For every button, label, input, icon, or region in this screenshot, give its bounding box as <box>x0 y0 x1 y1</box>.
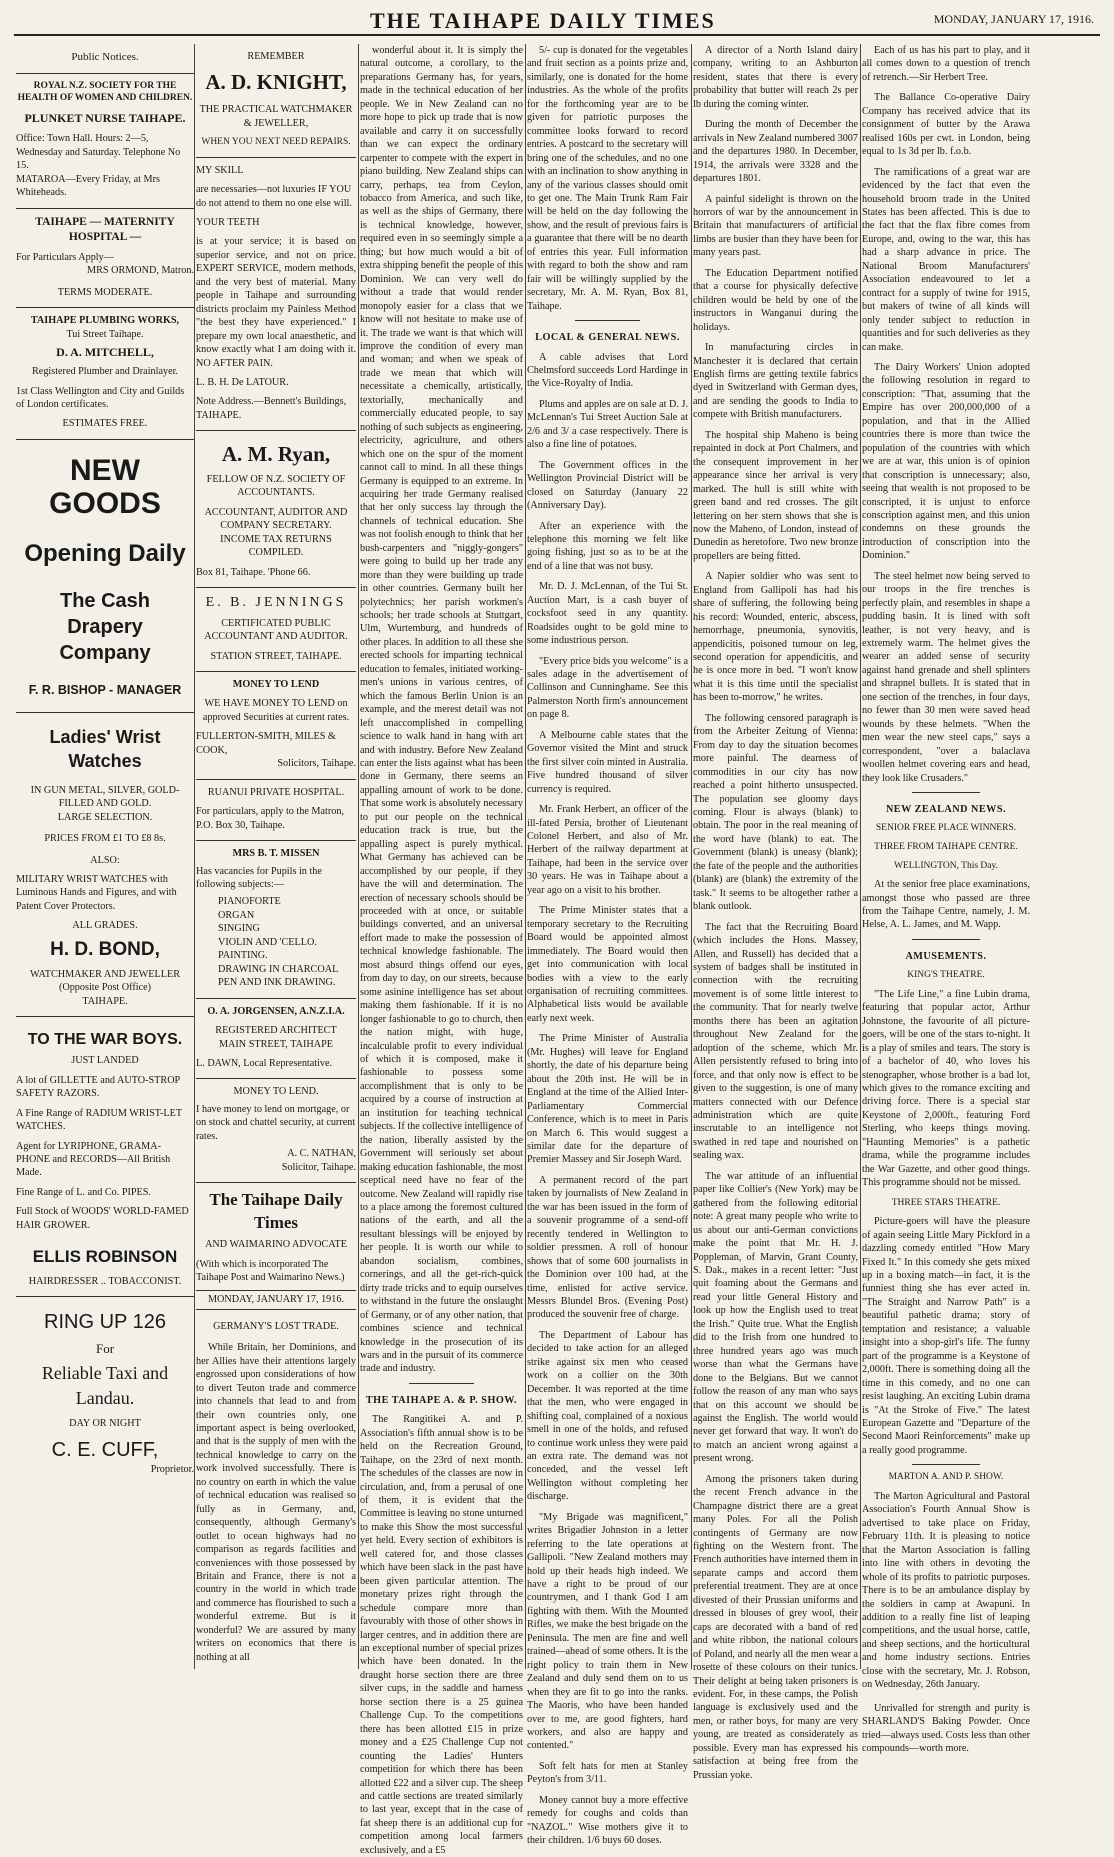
section-rule <box>912 1464 979 1465</box>
new-heading: NEW <box>70 453 140 487</box>
ruanui-ad <box>196 780 356 841</box>
my-skill-text: are necessaries—not luxuries IF YOU do not attend to them no one else will. <box>196 184 352 209</box>
knight-trade: THE PRACTICAL WATCHMAKER & JEWELLER, <box>199 104 353 129</box>
fullerton-role: Solicitors, Taihape. <box>277 758 356 770</box>
subject-item: VIOLIN AND 'CELLO. <box>218 936 317 948</box>
ring-up-heading: RING UP 126 <box>44 1311 166 1334</box>
wellington-dateline: WELLINGTON, This Day. <box>893 860 999 871</box>
nz-news-heading: NEW ZEALAND NEWS. <box>885 804 1007 816</box>
masthead-rule <box>14 34 1100 36</box>
estimates-free: ESTIMATES FREE. <box>62 418 148 430</box>
column-divider <box>194 44 195 1669</box>
missen-text: Has vacancies for Pupils in the following subjects:— <box>196 865 322 891</box>
three-stars-paragraph: Picture-goers will have the pleasure of again seeing Little Mary Pickford in a dazzling comedy entitled "How Mary Fixed It." In this comedy she gets mixed up in a boxing match—in fact, it is the funniest thing she has ever acted in. "The Straight and Narrow Path" is a beautiful pathetic drama; story of temptation and resistance; a valuable insight into a shop-girl's life. The funny part of the programme is a Keystone of 2,000ft. There is something doing all the time in this comedy, and no one can resist laughing. An exciting Lubin drama is "At the Stroke of Five." The latest European Gazette and "Departure of the Second Maori Reinforcements" make up a really good programme. <box>862 1216 1030 1456</box>
plunket-mataroa-text: MATAROA—Every Friday, at Mrs Whiteheads. <box>16 173 160 199</box>
knight-name: A. D. KNIGHT, <box>205 70 347 95</box>
subject-item: PIANOFORTE <box>218 896 281 908</box>
missen-ad <box>196 841 356 999</box>
paper-date: MONDAY, JANUARY 17, 1916. <box>196 1290 356 1309</box>
column-3 <box>360 44 523 1856</box>
public-notices-ad <box>16 44 194 74</box>
jennings-ad <box>196 588 356 672</box>
my-skill-heading: MY SKILL <box>196 164 244 176</box>
nz-news-paragraph: At the senior free place examinations, amongst those who passed are three from the Taihape Centre, namely, J. M. Helse, A. L. James, and M. Wapp. <box>862 879 1030 931</box>
subject-item: DRAWING IN CHARCOAL <box>218 963 339 975</box>
section-rule <box>912 792 979 793</box>
woods-text: Full Stock of WOODS' WORLD-FAMED HAIR GROWER. <box>16 1206 189 1231</box>
news-item: The Dairy Workers' Union adopted the following resolution in regard to conscription: "That, assuming that the Empire has over 200,000,000 of a population, and that in the Allied countries there is more than twice the population of the countries with which we are at war, this union is of opinion that conscription is unnecessary; also, seeing that wealth is not proposed to be conscripted, it is unjust to enforce conscription against men, and this union condemns on these grounds the introduction of conscription into the Dominion." <box>862 361 1030 562</box>
jorgensen-role: REGISTERED ARCHITECT <box>215 1025 337 1037</box>
section-rule <box>575 320 639 321</box>
nathan-ad <box>196 1079 356 1183</box>
day-night-text: DAY OR NIGHT <box>69 1418 141 1430</box>
news-item: A director of a North Island dairy company, writing to an Ashburton resident, states that there is every probability that butter will reach 2s per lb during the coming winter. <box>693 45 858 110</box>
fullerton-ad <box>196 672 356 780</box>
robinson-ad <box>16 1017 194 1297</box>
bond-watches-ad <box>16 713 194 1017</box>
news-item: The Government offices in the Wellington Provincial District will be closed on Saturday (January 22 (Anniversary Day). <box>527 459 688 512</box>
nathan-role: Solicitor, Taihape. <box>281 1161 356 1173</box>
news-item: A Napier soldier who was sent to England from Gallipoli has had his share of suffering, the following being his record: Wounded, enteric, abscess, hemorrhage, pneumonia, synovitis, appendicitis, poisoned tumour on leg, second operation for appendicitis, and he is once more in bed. "I won't know what it is this time until the specialist has been to-morrow," he writes. <box>693 571 858 704</box>
ryan-box: Box 81, Taihape. 'Phone 66. <box>196 566 311 578</box>
column-1 <box>16 44 194 1669</box>
news-item: After an experience with the telephone this morning we felt like going fishing, just so as to be at the end of a line that was not busy. <box>527 520 688 572</box>
maternity-apply: For Particulars Apply— <box>16 252 114 264</box>
ryan-income-tax: INCOME TAX RETURNS COMPILED. <box>220 533 332 559</box>
jorgensen-representative: L. DAWN, Local Representative. <box>196 1058 333 1069</box>
maternity-ad <box>16 209 194 309</box>
plumbing-title: TAIHAPE PLUMBING WORKS, <box>30 315 180 327</box>
plumber-name: D. A. MITCHELL, <box>56 345 154 360</box>
nathan-text: I have money to lend on mortgage, or on stock and chattel security, at current rates. <box>196 1103 356 1142</box>
news-item: During the month of December the arrivals in New Zealand numbered 3007 and the departures 1980. In December, 1914, the arrivals were 3328 and the departures 1801. <box>693 119 858 185</box>
subject-item: ORGAN <box>218 909 255 921</box>
lyriphone-text: Agent for LYRIPHONE, GRAMA-PHONE and RECORDS—All British Made. <box>16 1140 171 1179</box>
news-item: Soft felt hats for men at Stanley Peyton's from 3/11. <box>527 1760 688 1786</box>
money-to-lend-2-heading: MONEY TO LEND. <box>233 1086 319 1098</box>
editorial-paragraph: wonderful about it. It is simply the natural outcome, a corollary, to the preparations Germany has, for years, made in the technical education of her people. We in New Zealand can no more hope to pick up trade that is now available and carry it on successfully than we can expect the ordinary carpenter to compete with the expert in piano building. New Zealand ships can carry, perhaps, tea from Ceylon, tobacco from America, and such like, as well as the ships of Germany, there is technical knowledge, however, required even in so seemingly simple a thing; but how much would a bit of extra shipping benefit the people of this Dominion. We can very well do without a trade that would render monopoly easier for a class that we know will not hesitate to make use of it. The trade we want is that which will improve the condition of every man and woman; and when we speak of trade we mean that which will necessitate a chemically, artistically, textorially, mechanically and commercially educated people, to say nothing of such subjects as engineering, electricity, agriculture, and others which one on the spur of the moment cannot call to mind. In all these things Germany is equipped to an extreme. In acquiring her trade Germany realised that her only success lay through the channels of technical education. She was not foolish enough to think that her bush-carpenters and "niggly-gongers" were going to build up her trade any more than they were building up trade in other countries. Germany built her polytechnics; her parish workmen's schools; her trade schools at Stuttgart, Ulm, Wurtemburg, and hundreds of other places. In addition to all these she erected schools for imparting technical education to females, initiated working-men's unions in various centres, of which the famous Berlin Union is an example, and the merest detail was not left unaccomplished in compelling science to walk hand in hang with art and with industry. Before New Zealand can enter the lists against what has been done in Germany, there seems an appalling amount of work to be done. That some work is absolutely necessary to put our people on the technical education track is true, but the appalling aspect is purely mythical. What Germany has achieved can be accomplished by our people, if they have the will and determination. The erection of necessary schools should be proceeded with at once, or suitable buildings converted, and an universal effort made to make the possession of technical knowledge fashionable. The most absurd things offend our eyes, from day to day, on our streets, because some asinine intelligence has set about making them fashionable. If it is no longer fashionable to go to church, then the nation might, with huge, incalculable profit to every individual of which it is composed, make it fashionable to possess some accomplishment that is only to be acquired by a course of instruction at an institution for teaching technical subjects. If the collective intelligence of the nation, liberally assisted by the Government will seriously set about making education fashionable, the most sceptical need have no fear of the outcome. New Zealand will rapidly rise to a place among the foremost cultured nations of the earth, and all the resultant blessings will be enjoyed by her people. It is worth our while to abandon socialism, combines, cornerings, and all the get-rich-quick dirty trade tricks and to equip ourselves to withstand in the future the onslaught of Germany, or of any other nation, that combines science and technical knowledge in the prosecution of its wars and in the pursuit of its commerce trade and industry. <box>360 45 523 1375</box>
also-text: ALSO: <box>90 854 120 866</box>
ladies-wrist-heading: Ladies' Wrist Watches <box>49 727 161 772</box>
news-item: Mr. D. J. McLennan, of the Tui St. Auction Mart, is a cash buyer of cocksfoot seed in any quantity. Roadsides ought to be gold mine to some industrious person. <box>527 581 688 647</box>
plunket-office-text: Office: Town Hall. Hours: 2—5, Wednesday and Saturday. Telephone No 15. <box>16 133 181 172</box>
pipes-text: Fine Range of L. and Co. PIPES. <box>16 1186 151 1198</box>
robinson-name: ELLIS ROBINSON <box>32 1247 178 1267</box>
news-item: Plums and apples are on sale at D. J. McLennan's Tui Street Auction Sale at 2/6 and 3/ a case respectively. There is also a fine line of potatoes. <box>527 398 688 451</box>
news-item: A cable advises that Lord Chelmsford succeeds Lord Hardinge in the Vice-Royalty of India. <box>527 351 688 390</box>
money-to-lend-heading: MONEY TO LEND <box>232 679 320 691</box>
column-4 <box>527 44 688 1847</box>
your-teeth-heading: YOUR TEETH <box>196 216 260 228</box>
news-item: "My Brigade was magnificent," writes Brigadier Johnston in a letter referring to the late operations at Gallipoli. "New Zealand mothers may hold up their heads high indeed. We have a right to be proud of our countrymen, and I thank God I am fighting with them. With the Mounted Rifles, we make the best brigade on the Peninsula. The men are fine and well trained—ahead of some others. It is the right policy to train them in New Zealand and duly send them on to us when they are fit to go into the ranks. The Maoris, who have been handed over to me, are good fighters, hard workers, and also are happy and contented." <box>527 1511 688 1752</box>
masthead-date: MONDAY, JANUARY 17, 1916. <box>933 12 1094 26</box>
column-5 <box>693 44 858 1781</box>
sharland-ad: Unrivalled for strength and purity is SHARLAND'S Baking Powder. Once tried—always used. Costs less than other compounds—worth more. <box>862 1702 1030 1755</box>
nathan-name: A. C. NATHAN, <box>287 1148 356 1160</box>
section-rule <box>912 939 979 940</box>
kings-theatre-subheading: KING'S THEATRE. <box>907 970 985 981</box>
news-item: The Education Department notified that a course for physically defective children would be held by one of the instructors in Wanganui during the holidays. <box>693 267 858 333</box>
news-item: The war attitude of an influential paper like Collier's (New York) may be gathered from the following editorial note: A great many people who write to us about our anti-German convictions make the point that Mr. H. J. Poppleman, of Marvin, Grant County, S. Dak., makes in a recent letter: "Just quit foaming about the Germans and read your little General History and look up how the English used to treat the Irish." Quite true. What the English did to the Irish from one hundred to three hundred years ago was much worse than what the Germans have done to the Belgians. But we cannot follow the reason of any man who says that on this account we should be against the English. The world would never get forward that way. It won't do to match an ancient wrong against a present wrong. <box>693 1170 858 1465</box>
all-grades-text: ALL GRADES. <box>72 920 138 932</box>
paper-subtitle: AND WAIMARINO ADVOCATE <box>205 1239 347 1251</box>
jennings-name: E. B. JENNINGS <box>205 595 347 611</box>
news-item: The Department of Labour has decided to take action for an alleged strike against six men who ceased work on a collier on the 30th December. It was reported at the time that the men, who were engaged in shifting coal, complained of a noxious smell in one of the holds, and refused to continue work unless they were paid an extra rate. The demand was not conceded, and the vessel left Wellington without completing her discharge. <box>527 1329 688 1503</box>
kings-theatre-paragraph: "The Life Line," a fine Lubin drama, featuring that popular actor, Arthur Johnstone, the favourite of all picture-goers, will be one of the stars to-night. It is a play of smiles and tears. The story is of a bachelor of 40, who loves his stenographer, whose brother is a bad lot, which gives to the romance exciting and driving force. There is a special star Keystone of 2,000ft., featuring Ford Sterling, who keeps things moving. "Haunting Memories" is a pathetic drama, while the programme includes the War Gazette, and other good things. This programme should not be missed. <box>862 988 1030 1189</box>
column-2 <box>196 44 356 1669</box>
marton-subheading: MARTON A. AND P. SHOW. <box>888 1472 1004 1483</box>
jorgensen-address: MAIN STREET, TAIHAPE <box>219 1038 333 1050</box>
paper-masthead <box>196 1183 356 1341</box>
column-divider <box>691 44 692 1669</box>
marton-paragraph: The Marton Agricultural and Pastoral Association's Fourth Annual Show is advertised to take place on Friday, February 11th. It is pleasing to notice that the Marton Association is falling into line with others in devoting the whole of its profits to patriotic purposes. There is to be an ambulance display by the soldiers in camp at Awapuni. In addition to a really fine list of leaping competitions, and the usual horse, cattle, and sheep sections, and the horticultural and home industry sections. Entries close with the secretary, Mr. J. Robson, on Wednesday, 26th January. <box>862 1490 1030 1691</box>
ryan-role: ACCOUNTANT, AUDITOR AND COMPANY SECRETARY. <box>204 506 348 532</box>
plumber-role: Registered Plumber and Drainlayer. <box>32 366 178 378</box>
column-divider <box>358 44 359 1669</box>
amusements-heading: AMUSEMENTS. <box>905 950 987 962</box>
your-teeth-text: is at your service; it is based on superior service, and not on price. EXPERT SERVICE, modern methods, and the very best of material. Many people in Taihape and surrounding districts proclaim my Painless Method "the best they have experienced." I prepare my own local anaesthetic, and know exactly what I am doing with it. NO AFTER PAIN. <box>196 236 356 369</box>
bond-town: TAIHAPE. <box>82 995 128 1007</box>
show-paragraph: The Rangitikei A. and P. Association's fifth annual show is to be held on the Recreation Ground, Taihape, on the 23rd of next month. The schedules of the classes are now in circulation, and, from a perusal of one of them, it is evident that the Committee is leaving no stone unturned to make this Show the most successful yet held. Every section of exhibitors is well catered for, and those classes which have been slack in the past have been given particular attention. The monetary prizes right through the schedule compare more than favourably with those of other shows in larger centres, and in addition there are an exceptional number of special prizes which have been donated. In the draught horse section there are three silver cups, in the saddle and harness horse section there is a 25 guinea Challenge Cup. To the competitions there has been allotted £15 in prize money and a £25 Challenge Cup not counting the Ladies' Hunters competition for which there has been allotted £22 and a silver cup. The sheep and cattle sections are treated similarly to last year, except that in the case of fat sheep there is an additional cup for competition among local farmers exclusively, and a £5 <box>360 1414 523 1856</box>
ruanui-text: For particulars, apply to the Matron, P.O. Box 30, Taihape. <box>196 806 344 831</box>
proprietor-text: Proprietor. <box>150 1463 194 1475</box>
three-from-subheading: THREE FROM TAIHAPE CENTRE. <box>874 842 1018 852</box>
news-item: The following censored paragraph is from the Arbeiter Zeitung of Vienna: From day to day the situation becomes more painful. The dearness of commodities in our city has now reached a point hitherto unsuspected. The population see gloomy days coming. Flour is always (blank) to obtain. The poor in the real meaning of the word have (blank) to eat. The Government (blank) is uneasy (blank); the fate of the people and the authorities (blank) are (blank) the extremity of the task." It seems to be altogether rather a blank outlook. <box>693 712 858 913</box>
plumbing-street: Tui Street Taihape. <box>66 328 144 340</box>
delatour-address: Note Address.—Bennett's Buildings, TAIHAPE. <box>196 396 347 421</box>
news-item: The Prime Minister states that a temporary secretary to the Recruiting Board would be appointed almost immediately. The Board would then get into communication with local bodies with a view to the early organisation of recruiting committees. Alphabetical lists would be available early next week. <box>527 905 688 1024</box>
knight-ad <box>196 44 356 158</box>
missen-subjects <box>196 895 356 989</box>
local-news-heading: LOCAL & GENERAL NEWS. <box>535 332 680 344</box>
news-item: Money cannot buy a more effective remedy for coughs and colds than "NAZOL." Wise mothers give it to their children. 1/6 buys 60 doses. <box>527 1794 688 1847</box>
gun-metal-text: IN GUN METAL, SILVER, GOLD-FILLED AND GOLD. <box>30 784 180 810</box>
subject-item: SINGING <box>218 923 260 935</box>
masthead <box>0 0 1114 38</box>
jorgensen-ad <box>196 999 356 1080</box>
watchmaker-text: WATCHMAKER AND JEWELLER (Opposite Post Office) <box>30 968 180 994</box>
cuff-taxi-ad <box>16 1297 194 1484</box>
lost-trade-paragraph: While Britain, her Dominions, and her Allies have their attentions largely engrossed upon considerations of how to divert Teuton trade and commerce into channels that lead to and from their own countries only, one important aspect is being overlooked, and that is the supply of men with the technical knowledge to carry on the work involved successfully. There is no country on earth in which the value of technical education was realised so fully as in Germany, and, consequently, although Germany's outlet to ocean highways had no comparison as regards facilities and conveniences with those possessed by Britain and France, there is not a country in the world in which trade and commerce has flourished to such a wonderful extreme. But is it wonderful? We are assured by many writers on economics that there is nothing at all <box>196 1342 356 1663</box>
news-item: The fact that the Recruiting Board (which includes the Hons. Massey, Allen, and Russell) has decided that a system of badges shall be instituted in connection with the recruiting movement is of some little interest to the community. That for nearly twelve months there has been an agitation throughout New Zealand for the adoption of the scheme, which Mr. Allen persistently refused to bring into force, and that only now is effect to be given to the suggestion, is one of many matters connected with our Defence administration which are quite inscrutable to an intelligence not swathed in red tape and nourished on sealing wax. <box>693 921 858 1162</box>
jennings-address: STATION STREET, TAIHAPE. <box>210 650 342 662</box>
paper-incorporated: (With which is incorporated The Taihape Post and Waimarino News.) <box>196 1258 345 1283</box>
manager-name: F. R. BISHOP - MANAGER <box>28 682 182 697</box>
show-heading: THE TAIHAPE A. & P. SHOW. <box>365 1394 518 1406</box>
subject-item: PEN AND INK DRAWING. <box>218 977 336 989</box>
goods-heading: GOODS <box>49 486 161 520</box>
remember-text: REMEMBER <box>247 51 305 62</box>
delatour-ad <box>196 158 356 432</box>
gillette-text: A lot of GILLETTE and AUTO-STROP SAFETY RAZORS. <box>16 1074 180 1100</box>
news-item: A permanent record of the part taken by journalists of New Zealand in the war has been issued in the form of a souvenir programme of a send-off recently tendered in Wellington to soldier pressmen. A roll of honour shows that of some 600 journalists in the Dominion over 100 had, at the time, enlisted for active service. Messrs Blundel Bros. (Evening Post) produced the souvenir free of charge. <box>527 1174 688 1321</box>
ruanui-heading: RUANUI PRIVATE HOSPITAL. <box>207 786 345 798</box>
ryan-ad <box>196 431 356 588</box>
fullerton-name: FULLERTON-SMITH, MILES & COOK, <box>196 731 336 756</box>
paper-title: The Taihape Daily Times <box>209 1190 343 1232</box>
reliable-taxi-text: Reliable Taxi and Landau. <box>41 1362 169 1408</box>
plumbing-ad <box>16 308 194 440</box>
jennings-role: CERTIFICATED PUBLIC ACCOUNTANT AND AUDITOR. <box>204 617 348 643</box>
radium-text: A Fine Range of RADIUM WRIST-LET WATCHES. <box>16 1107 182 1133</box>
news-item: "Every price bids you welcome" is a sales adage in the advertisement of Collinson and Cunninghame. See this Palmerston North firm's announcement on page 8. <box>527 655 688 721</box>
news-item: The hospital ship Maheno is being repainted in dock at Port Chalmers, and the consequent improvement in her appearance since her arrival is very marked. The hull is still white with green band and red crosses. The gilt lettering on her stern shows that she is now the Maheno, of London, instead of Dunedin as heretofore. Two new bronze propellers are being fitted. <box>693 429 858 562</box>
column-6 <box>862 44 1030 1755</box>
public-notices-heading: Public Notices. <box>71 51 139 63</box>
lost-trade-heading: GERMANY'S LOST TRADE. <box>213 1320 339 1332</box>
missen-name: MRS B. T. MISSEN <box>232 848 320 860</box>
maternity-matron: MRS ORMOND, Matron. <box>87 265 194 277</box>
news-item: A painful sidelight is thrown on the horrors of war by the announcement in Britain that manufacturers of artificial limbs are busier than they have been for many years past. <box>693 193 858 259</box>
for-text: For <box>95 1340 115 1356</box>
prices-text: PRICES FROM £1 TO £8 8s. <box>44 833 166 845</box>
news-item: The Prime Minister of Australia (Mr. Hughes) will leave for England shortly, the date of his departure being about the 20th inst. He will be in England at the time of the Allied Inter-Parliamentary Commercial Conference, which is to meet in Paris on March 6. This would suggest a similar date for the departure of Premier Massey and Sir Joseph Ward. <box>527 1033 688 1166</box>
news-item: Mr. Frank Herbert, an officer of the ill-fated Persia, brother of Lieutenant Colonel Herbert, and also of Mr. Herbert of the railway department at Taihape, had been in the service over 30 years. He was in Taihape about a year ago on a visit to his brother. <box>527 804 688 896</box>
news-item: The Ballance Co-operative Dairy Company has received advice that its consignment of butter by the Arawa realised 160s per cwt. in London, being equal to 1s 3d per lb. f.o.b. <box>862 92 1030 158</box>
war-boys-heading: TO THE WAR BOYS. <box>27 1031 183 1049</box>
subject-item: PAINTING. <box>218 950 268 962</box>
delatour-name: L. B. H. De LATOUR. <box>196 376 289 388</box>
news-item: Each of us has his part to play, and it all comes down to a question of trench of retrench.—Sir Herbert Tree. <box>862 45 1030 83</box>
cash-drapery-ad <box>16 440 194 713</box>
cash-drapery-name: The Cash Drapery Company <box>59 589 151 664</box>
column-divider <box>525 44 526 1669</box>
three-stars-subheading: THREE STARS THEATRE. <box>891 1197 1001 1208</box>
plunket-ad <box>16 74 194 209</box>
ryan-name: A. M. Ryan, <box>221 442 331 467</box>
money-to-lend-text: WE HAVE MONEY TO LEND on approved Securities at current rates. <box>202 698 350 723</box>
news-item: A Melbourne cable states that the Governor visited the Mint and struck the first silver coin minted in Australia. Five hundred thousand of silver currency is required. <box>527 729 688 795</box>
plumber-certificates: 1st Class Wellington and City and Guilds of London certificates. <box>16 385 185 411</box>
opening-daily-heading: Opening Daily <box>24 539 186 567</box>
just-landed-text: JUST LANDED <box>71 1055 139 1067</box>
section-rule <box>409 1383 474 1384</box>
senior-free-subheading: SENIOR FREE PLACE WINNERS. <box>875 823 1017 834</box>
ryan-fellow: FELLOW OF N.Z. SOCIETY OF ACCOUNTANTS. <box>206 474 346 499</box>
news-item: In manufacturing circles in Manchester it is declared that certain English firms are getting textile fabrics dyed in Switzerland with German dyes, and are sending the goods to India to compete with British manufacturers. <box>693 342 858 421</box>
column-divider <box>860 44 861 1669</box>
knight-repairs: WHEN YOU NEXT NEED REPAIRS. <box>201 137 351 148</box>
jorgensen-name: O. A. JORGENSEN, A.N.Z.I.A. <box>207 1005 345 1017</box>
news-item: The steel helmet now being served to our troops in the fire trenches is perfectly plain, and resembles in shape a pudding basin. It is lined with soft leather, is not very heavy, and is extremely warm. The helmet gives the wearer an added sense of security against hand grenade and shell splinters and shrapnel bullets. It is stated that in one section of the trenches, in four days, no fewer than 30 men were saved head wounds by these helmets. "When the men wear the new steel caps," says a correspondent, "over a balaclava woollen helmet covering ears and head, they look like Crusaders." <box>862 570 1030 784</box>
maternity-title: TAIHAPE — MATERNITY HOSPITAL — <box>35 215 175 243</box>
military-watches-text: MILITARY WRIST WATCHES with Luminous Hands and Figures, and with Patent Cover Protectors. <box>16 873 177 912</box>
cuff-name: C. E. CUFF, <box>51 1438 159 1461</box>
show-continued-paragraph: 5/- cup is donated for the vegetables and fruit section as a points prize and, similarly, one is donated for the home industries. As the whole of the profits for the forthcoming year are to be given for patriotic purposes the committee looks forward to record entries. A postcard to the secretary will bring one of the schedules, and no one with an inclination to show anything in any of the various classes should omit to get one. The Main Trunk Ram Fair will be held on the day following the show, and the result of previous fairs is a guarantee that there will be no dearth of entries this year. Full information with regard to both the show and ram fair will be willingly supplied by the secretary, Mr. A. M. Ryan, Box 81, Taihape. <box>527 45 688 312</box>
news-item: Among the prisoners taken during the recent French advance in the Champagne district there are a great many Poles. For all the Polish contingents of Germany are now fighting on the Western front. The French authorities have interned them in separate camps and accord them preferential treatment. They are at once divested of their Prussian uniforms and dressed in blouses of grey wool, their caps are decorated with a band of red and white ribbon, the national colours of Poland, and nearly all the men wear a rosette of these colours on their tunics. Their delight at being taken prisoners is evident. For, in these camps, the Polish language is exclusively used and the men, or rather boys, for many are very young, are treated as considerately as possible. Every man has expressed his satisfaction at being free from the Prussian yoke. <box>693 1473 858 1781</box>
bond-name: H. D. BOND, <box>50 938 160 960</box>
terms-text: TERMS MODERATE. <box>57 286 153 298</box>
news-item: The ramifications of a great war are evidenced by the fact that even the household broom trade in the United States has been affected. This is due to the fact that the flax fibre comes from Europe, and, owing to the war, this has had a sharp advance in price. The National Broom Manufacturers' Association endeavoured to let a contract for a supply of twine for 1915, but makers of twine of all kinds will only tender subject to reduction in quantities and for such deliveries as they can make. <box>862 166 1030 353</box>
royal-society-text: ROYAL N.Z. SOCIETY FOR THE HEALTH OF WOMEN AND CHILDREN. <box>17 80 193 104</box>
robinson-trade: HAIRDRESSER .. TOBACCONIST. <box>28 1275 182 1287</box>
plunket-nurse-heading: PLUNKET NURSE TAIHAPE. <box>24 110 186 125</box>
large-selection-text: LARGE SELECTION. <box>57 811 153 823</box>
masthead-title: THE TAIHAPE DAILY TIMES <box>370 8 716 33</box>
